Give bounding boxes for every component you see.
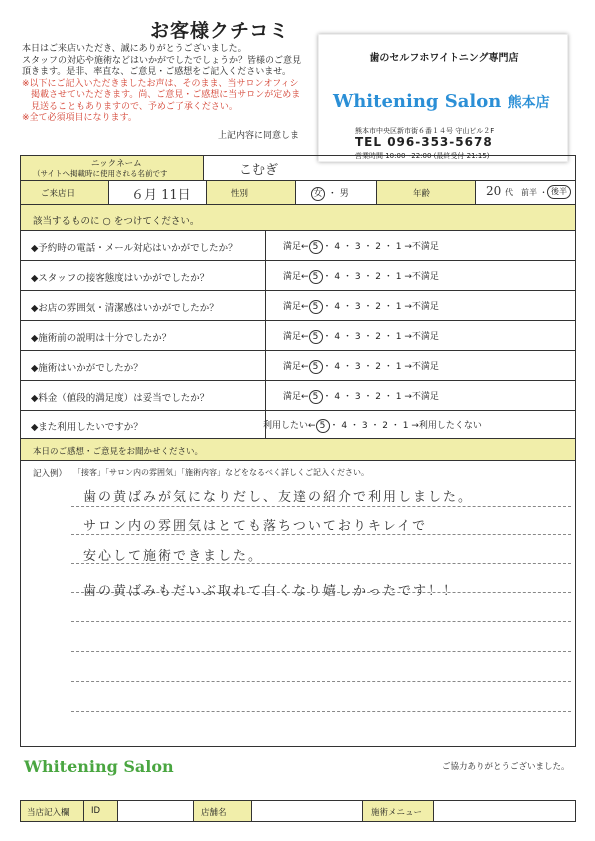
writing-line xyxy=(71,711,571,712)
comment-line[interactable]: サロン内の雰囲気はとても落ちついておりキレイで xyxy=(83,519,428,534)
comment-line[interactable]: 安心して施術できました。 xyxy=(83,549,264,564)
rating-others[interactable]: ・ 4 ・ 3 ・ 2 ・ 1 xyxy=(329,421,409,431)
question-text: ◆施術はいかがでしたか？ xyxy=(31,363,143,374)
shop-label: 店舗名 xyxy=(201,808,227,818)
age-value[interactable]: 20 xyxy=(486,184,502,198)
rating-selected[interactable]: 5 xyxy=(309,390,323,404)
divider xyxy=(193,801,194,821)
scale-right-label: →不満足 xyxy=(404,272,439,282)
scale-right-label: →不満足 xyxy=(404,362,439,372)
intro-note: 見送ることもありますので、予めご了承ください。 xyxy=(22,101,238,112)
comment-line[interactable]: 歯の黄ばみもだいぶ取れて白くなり嬉しかったです！！ xyxy=(83,584,459,599)
question-row xyxy=(21,231,575,261)
nickname-value[interactable]: こむぎ xyxy=(239,163,279,178)
rating-others[interactable]: ・ 4 ・ 3 ・ 2 ・ 1 xyxy=(322,242,402,252)
comment-header: 本日のご感想・ご意見をお聞かせください。 xyxy=(33,447,204,457)
writing-line xyxy=(71,651,571,652)
rating-scale[interactable] xyxy=(283,299,439,314)
divider xyxy=(362,801,363,821)
comment-header-row xyxy=(21,439,575,461)
footer-logo: Whitening Salon xyxy=(24,757,174,776)
question-row xyxy=(21,381,575,411)
scale-left-label: 満足← xyxy=(283,392,309,402)
id-field[interactable] xyxy=(118,801,193,821)
scale-left-label: 利用したい← xyxy=(263,421,316,431)
instruction-text: 該当するものに ○ をつけてください。 xyxy=(33,216,200,227)
scale-left-label: 満足← xyxy=(283,242,309,252)
example-text: 「接客」「サロン内の雰囲気」「施術内容」などをなるべく詳しくご記入ください。 xyxy=(73,468,369,477)
writing-line xyxy=(71,506,571,507)
menu-field[interactable] xyxy=(434,801,575,821)
intro-note: 掲載させていただきます。尚、ご意見・ご感想に当サロンが定めま xyxy=(22,90,301,100)
question-row xyxy=(21,261,575,291)
gender-options[interactable] xyxy=(311,186,349,201)
salon-stamp xyxy=(318,34,568,162)
writing-line xyxy=(71,534,571,535)
nickname-label: ニックネーム xyxy=(91,159,142,169)
menu-label: 施術メニュー xyxy=(371,808,423,818)
nickname-sub: （サイトへ掲載時に使用される名前です xyxy=(33,169,168,178)
scale-right-label: →不満足 xyxy=(404,302,439,312)
instruction-row xyxy=(21,205,575,231)
question-row xyxy=(21,411,575,439)
rating-scale[interactable] xyxy=(283,329,439,344)
age-unit: 代 前半 ・ xyxy=(505,188,548,197)
rating-scale[interactable] xyxy=(283,239,439,254)
column-divider xyxy=(265,231,266,439)
agreement-text: 上記内容に同意しま xyxy=(218,131,300,141)
salon-address: 熊本市中央区新市街６番１４号 守山ビル２F xyxy=(355,127,495,135)
question-row xyxy=(21,321,575,351)
question-text: ◆料金（値段的満足度）は妥当でしたか？ xyxy=(31,393,210,404)
question-row xyxy=(21,291,575,321)
example-label: 記入例） xyxy=(33,469,68,479)
age-late-option[interactable]: 後半 xyxy=(547,185,571,199)
gender-male-option[interactable]: ・ 男 xyxy=(327,189,349,199)
branch-name: 熊本店 xyxy=(507,95,550,111)
intro-line: 本日はご来店いただき、誠にありがとうございました。 xyxy=(22,44,247,54)
rating-selected[interactable]: 5 xyxy=(309,300,323,314)
thanks-text: ご協力ありがとうございました。 xyxy=(442,762,570,772)
scale-left-label: 満足← xyxy=(283,272,309,282)
id-label: ID xyxy=(91,806,101,816)
salon-logo-text: Whitening Salon xyxy=(333,91,502,112)
rating-selected[interactable]: 5 xyxy=(309,330,323,344)
gender-female-option[interactable]: 女 xyxy=(311,187,325,201)
intro-note: ※以下にご記入いただきましたお声は、そのまま、当サロンオフィシ xyxy=(22,78,299,89)
scale-left-label: 満足← xyxy=(283,302,309,312)
writing-line xyxy=(71,681,571,682)
rating-scale[interactable] xyxy=(283,269,439,284)
salon-phone: TEL 096-353-5678 xyxy=(355,135,493,149)
visit-label: ご来店日 xyxy=(41,189,76,199)
question-text: ◆また利用したいですか？ xyxy=(31,422,143,433)
question-text: ◆施術前の説明は十分でしたか？ xyxy=(31,333,172,344)
page-title: お客様クチコミ xyxy=(150,20,290,42)
staff-section xyxy=(20,800,576,822)
rating-selected[interactable]: 5 xyxy=(316,419,330,433)
gender-label: 性別 xyxy=(231,189,249,199)
intro-line: 頂きます。是非、率直な、ご意見・ご感想をご記入くださいませ。 xyxy=(22,67,292,77)
comment-line[interactable]: 歯の黄ばみが気になりだし、友達の紹介で利用しました。 xyxy=(83,490,474,505)
question-text: ◆スタッフの接客態度はいかがでしたか？ xyxy=(31,273,210,284)
question-row xyxy=(21,351,575,381)
writing-line xyxy=(71,621,571,622)
rating-scale[interactable] xyxy=(263,418,482,433)
visit-value[interactable]: ６月 11日 xyxy=(131,188,191,203)
scale-right-label: →不満足 xyxy=(404,242,439,252)
rating-others[interactable]: ・ 4 ・ 3 ・ 2 ・ 1 xyxy=(322,392,402,402)
intro-text xyxy=(22,44,322,125)
shop-field[interactable] xyxy=(252,801,362,821)
review-form xyxy=(20,155,576,747)
rating-others[interactable]: ・ 4 ・ 3 ・ 2 ・ 1 xyxy=(322,272,402,282)
stamp-heading: 歯のセルフホワイトニング専門店 xyxy=(369,53,519,64)
nickname-row xyxy=(21,156,575,181)
rating-scale[interactable] xyxy=(283,359,439,374)
salon-hours: 営業時間 10:00~22:00 (最終受付 21:15) xyxy=(355,152,490,160)
rating-selected[interactable]: 5 xyxy=(309,240,323,254)
question-text: ◆お店の雰囲気・清潔感はいかがでしたか？ xyxy=(31,303,219,314)
rating-others[interactable]: ・ 4 ・ 3 ・ 2 ・ 1 xyxy=(322,332,402,342)
age-label: 年齢 xyxy=(413,189,431,199)
staff-label: 当店記入欄 xyxy=(27,808,70,818)
scale-right-label: →不満足 xyxy=(404,332,439,342)
scale-left-label: 満足← xyxy=(283,332,309,342)
scale-left-label: 満足← xyxy=(283,362,309,372)
rating-scale[interactable] xyxy=(283,389,439,404)
scale-right-label: →利用したくない xyxy=(411,421,482,431)
visit-row xyxy=(21,181,575,205)
salon-logo xyxy=(333,91,550,112)
question-text: ◆予約時の電話・メール対応はいかがでしたか？ xyxy=(31,243,238,254)
rating-selected[interactable]: 5 xyxy=(309,270,323,284)
divider xyxy=(83,801,84,821)
intro-note: ※全て必須項目になります。 xyxy=(22,113,137,123)
intro-line: スタッフの対応や施術などはいかがでしたでしょうか？皆様のご意見 xyxy=(22,55,302,66)
rating-selected[interactable]: 5 xyxy=(309,360,323,374)
rating-others[interactable]: ・ 4 ・ 3 ・ 2 ・ 1 xyxy=(322,362,402,372)
rating-others[interactable]: ・ 4 ・ 3 ・ 2 ・ 1 xyxy=(322,302,402,312)
scale-right-label: →不満足 xyxy=(404,392,439,402)
